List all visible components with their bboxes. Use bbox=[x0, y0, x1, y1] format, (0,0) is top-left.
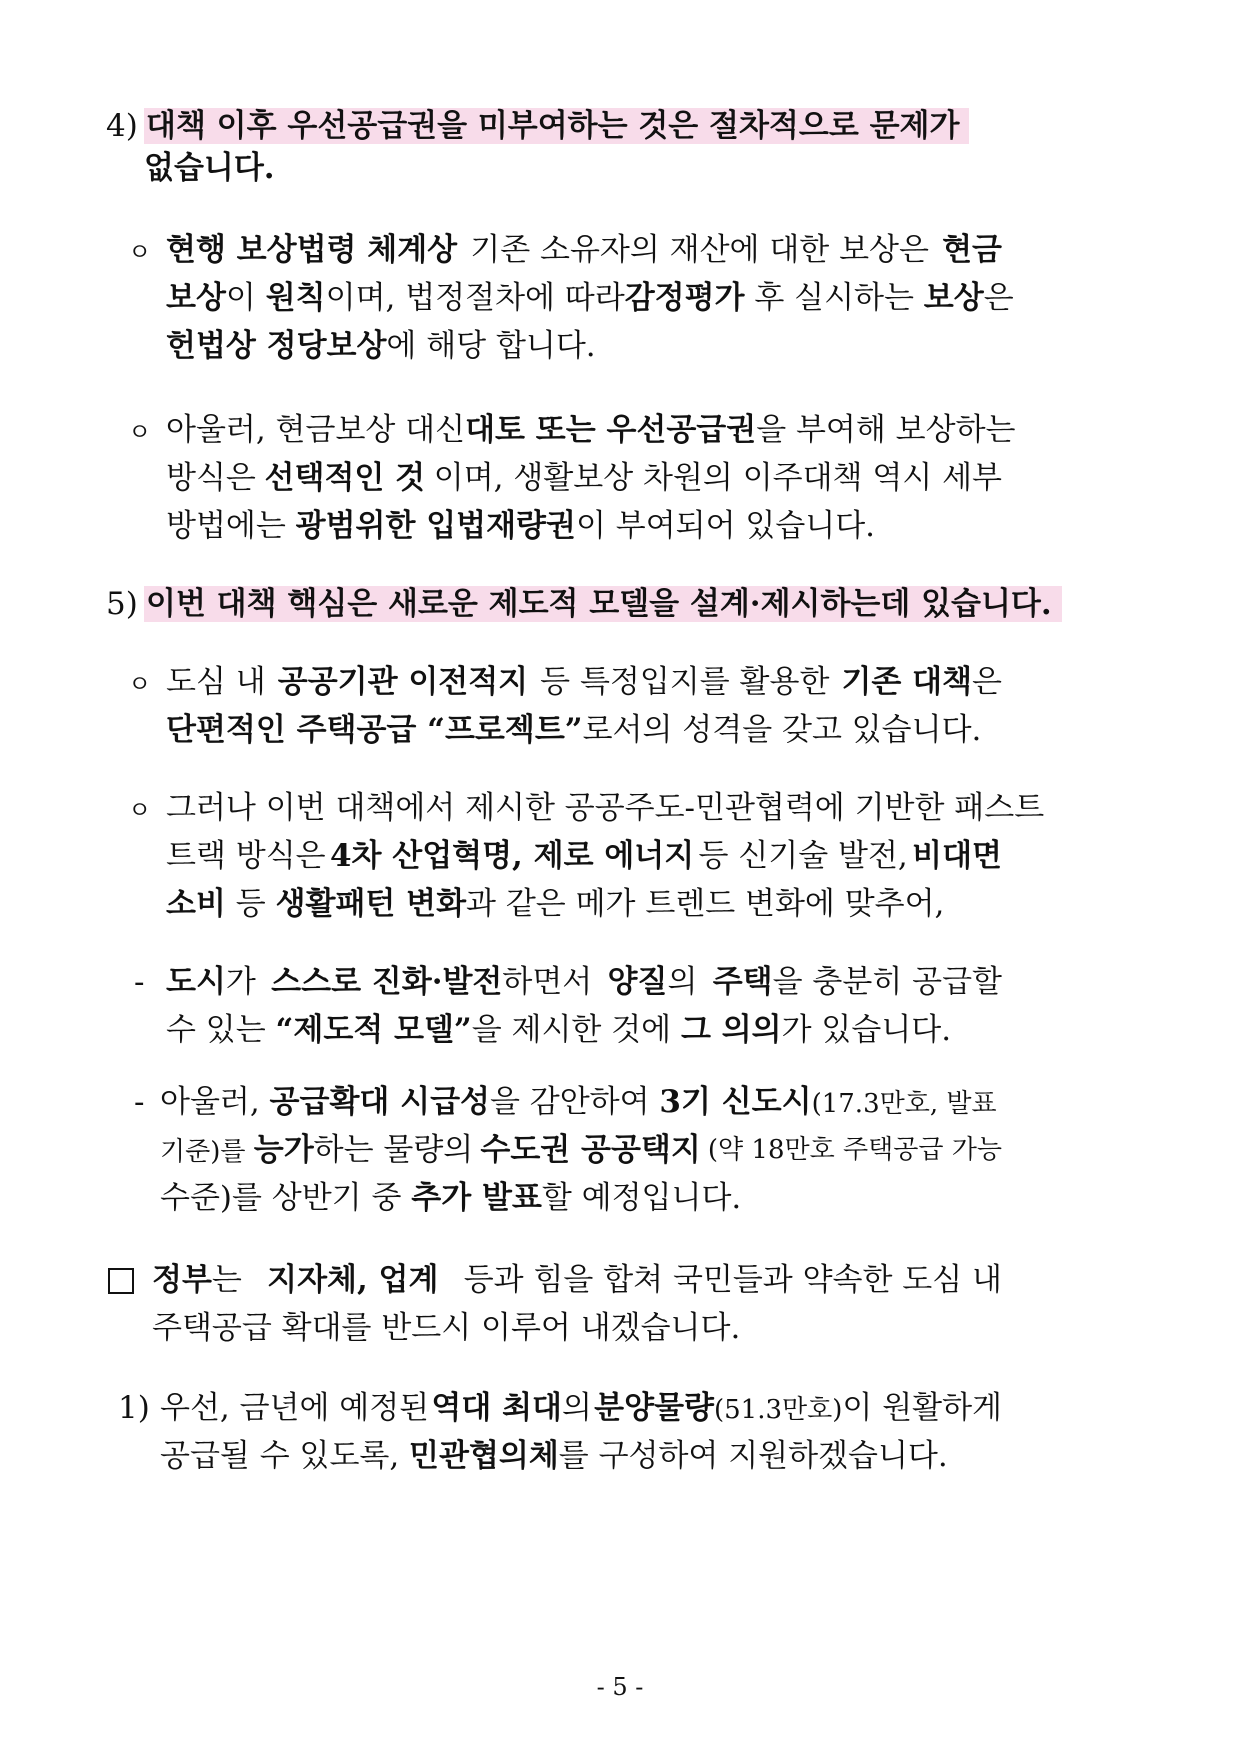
section-5-dash2-line2 bbox=[160, 1130, 1002, 1170]
text-span: 등과 힘을 합쳐 국민들과 약속한 도심 내 bbox=[463, 1262, 1002, 1298]
text-span: 은 bbox=[983, 280, 1014, 316]
text-span: 그러나 이번 대책에서 제시한 공공주도-민관협력에 기반한 패스트 bbox=[166, 790, 1045, 826]
text-span: 헌법상 정당보상 bbox=[166, 328, 387, 364]
text-span: 능가 bbox=[253, 1132, 314, 1168]
text-span: 공공기관 이전적지 bbox=[277, 664, 529, 700]
text-span: 정부 bbox=[152, 1262, 212, 1298]
section-5-dash1-line1 bbox=[166, 962, 1002, 1002]
text-span: 등 bbox=[225, 886, 276, 922]
section-5-bullet2-line1 bbox=[166, 788, 1045, 828]
text-span: 는 bbox=[211, 1262, 242, 1298]
text-span: 로서의 성격을 갖고 있습니다. bbox=[582, 712, 982, 748]
text-span: 대토 또는 우선공급권 bbox=[465, 412, 757, 448]
bullet-marker: ㅇ bbox=[128, 670, 152, 698]
text-span: 수준)를 상반기 중 bbox=[160, 1180, 412, 1216]
text-span: 그 의의 bbox=[680, 1012, 782, 1048]
text-span: 은 bbox=[972, 664, 1002, 700]
text-span: 선택적인 것 bbox=[264, 460, 426, 496]
item-1-line2 bbox=[160, 1436, 948, 1476]
text-span: 할 예정입니다. bbox=[541, 1180, 742, 1216]
text-span: 가 있습니다. bbox=[781, 1012, 952, 1048]
text-span: 공급될 수 있도록, bbox=[160, 1438, 410, 1474]
section-5-dash1-line2 bbox=[166, 1010, 951, 1050]
section-5-bullet2-line3 bbox=[166, 884, 944, 924]
text-span: 을 제시한 것에 bbox=[471, 1012, 681, 1048]
text-span: 생활패턴 변화 bbox=[275, 886, 467, 922]
section-4-bullet1-line1 bbox=[166, 230, 1002, 270]
item-1-number: 1) bbox=[118, 1390, 150, 1426]
text-span: 하면서 bbox=[502, 964, 593, 1000]
checkbox-square-icon bbox=[108, 1268, 134, 1294]
text-span: 4차 산업혁명, 제로 에너지 bbox=[329, 838, 695, 874]
text-span: (약 18만호 주택공급 가능 bbox=[707, 1135, 1002, 1165]
text-span: 이 원활하게 bbox=[842, 1390, 1002, 1426]
text-span: 보상 bbox=[166, 280, 226, 316]
text-span: 지자체, 업계 bbox=[267, 1262, 439, 1298]
text-span: (51.3만호) bbox=[713, 1395, 843, 1425]
text-span: 분양물량 bbox=[594, 1390, 714, 1426]
text-span: 공급확대 시급성 bbox=[269, 1084, 490, 1120]
text-span: 스스로 진화·발전 bbox=[271, 964, 503, 1000]
page-number: - 5 - bbox=[596, 1673, 644, 1701]
text-span: 등 특정입지를 활용한 bbox=[540, 664, 830, 700]
section-4-bullet2-line2 bbox=[166, 458, 1002, 498]
text-span: 이며, 법정절차에 따라 bbox=[325, 280, 625, 316]
section-4-bullet1-line2 bbox=[166, 278, 1014, 318]
text-span: 를 구성하여 지원하겠습니다. bbox=[558, 1438, 948, 1474]
text-span: 에 해당 합니다. bbox=[386, 328, 596, 364]
text-span: 역대 최대 bbox=[431, 1390, 562, 1426]
bullet-marker: ㅇ bbox=[128, 418, 152, 446]
text-span: 도시 bbox=[166, 964, 226, 1000]
text-span: 등 신기술 발전, bbox=[698, 838, 908, 874]
text-span: 현행 보상법령 체계상 bbox=[166, 232, 458, 268]
text-span: 트랙 방식은 bbox=[166, 838, 326, 874]
text-span: 을 부여해 보상하는 bbox=[756, 412, 1016, 448]
text-span: 방법에는 bbox=[166, 508, 296, 544]
text-span: 보상 bbox=[923, 280, 984, 316]
text-span: 원칙 bbox=[265, 280, 326, 316]
text-span: 현금 bbox=[942, 232, 1002, 268]
section-5-bullet1-line2 bbox=[166, 710, 981, 750]
text-span: 가 bbox=[225, 964, 256, 1000]
text-span: 수 있는 bbox=[166, 1012, 276, 1048]
text-span: 수도권 공공택지 bbox=[480, 1132, 701, 1168]
text-span: 도심 내 bbox=[166, 664, 266, 700]
text-span: 의 bbox=[667, 964, 698, 1000]
text-span: 우선, 금년에 예정된 bbox=[160, 1390, 430, 1426]
text-span: 후 실시하는 bbox=[744, 280, 924, 316]
section-5-heading-highlight: 이번 대책 핵심은 새로운 제도적 모델을 설계·제시하는데 있습니다. bbox=[144, 586, 1062, 622]
bullet-marker: ㅇ bbox=[128, 238, 152, 266]
bullet-marker: ㅇ bbox=[128, 796, 152, 824]
text-span: 추가 발표 bbox=[411, 1180, 542, 1216]
text-span: 기존 소유자의 재산에 대한 보상은 bbox=[470, 232, 929, 268]
section-4-bullet2-line1 bbox=[166, 410, 1016, 450]
text-span: 기준)를 bbox=[160, 1137, 254, 1167]
text-span: 이 부여되어 있습니다. bbox=[575, 508, 876, 544]
section-5-dash2-line1 bbox=[160, 1082, 997, 1122]
text-span: 아울러, bbox=[160, 1084, 270, 1120]
text-span: 광범위한 입법재량권 bbox=[295, 508, 576, 544]
section-4-bullet2-line3 bbox=[166, 506, 875, 546]
section-4-heading-line2: 없습니다. bbox=[144, 150, 275, 186]
dash-marker: - bbox=[134, 1084, 145, 1120]
text-span: 단편적인 주택공급 “프로젝트” bbox=[166, 712, 583, 748]
section-5-heading bbox=[144, 584, 1062, 624]
gov-line1 bbox=[152, 1260, 1002, 1300]
section-5-bullet2-line2 bbox=[166, 836, 1002, 876]
text-span: 주택 bbox=[712, 964, 773, 1000]
section-4-heading-highlight: 대책 이후 우선공급권을 미부여하는 것은 절차적으로 문제가 bbox=[144, 108, 969, 144]
section-5-dash2-line3 bbox=[160, 1178, 741, 1218]
text-span: “제도적 모델” bbox=[275, 1012, 472, 1048]
text-span: 이 bbox=[225, 280, 266, 316]
section-4-number: 4) bbox=[106, 108, 138, 144]
text-span: 감정평가 bbox=[624, 280, 745, 316]
gov-line2: 주택공급 확대를 반드시 이루어 내겠습니다. bbox=[152, 1310, 741, 1346]
text-span: 하는 물량의 bbox=[313, 1132, 474, 1168]
text-span: 비대면 bbox=[912, 838, 1002, 874]
text-span: 양질 bbox=[607, 964, 668, 1000]
section-4-heading-line1 bbox=[144, 106, 969, 146]
text-span: 기존 대책 bbox=[841, 664, 973, 700]
text-span: 을 감안하여 bbox=[489, 1084, 660, 1120]
dash-marker: - bbox=[134, 964, 145, 1000]
text-span: 소비 bbox=[166, 886, 226, 922]
text-span: 민관협의체 bbox=[409, 1438, 559, 1474]
text-span: 이며, 생활보상 차원의 이주대책 역시 세부 bbox=[433, 460, 1002, 496]
section-5-bullet1-line1 bbox=[166, 662, 1002, 702]
text-span: 의 bbox=[561, 1390, 592, 1426]
text-span: 방식은 bbox=[166, 460, 256, 496]
text-span: 과 같은 메가 트렌드 변화에 맞추어, bbox=[466, 886, 945, 922]
text-span: (17.3만호, 발표 bbox=[811, 1089, 997, 1119]
text-span: 을 충분히 공급할 bbox=[772, 964, 1002, 1000]
item-1-line1 bbox=[160, 1388, 1002, 1428]
section-5-number: 5) bbox=[106, 586, 138, 622]
text-span: 3기 신도시 bbox=[659, 1084, 812, 1120]
section-4-bullet1-line3 bbox=[166, 326, 596, 366]
text-span: 아울러, 현금보상 대신 bbox=[166, 412, 466, 448]
